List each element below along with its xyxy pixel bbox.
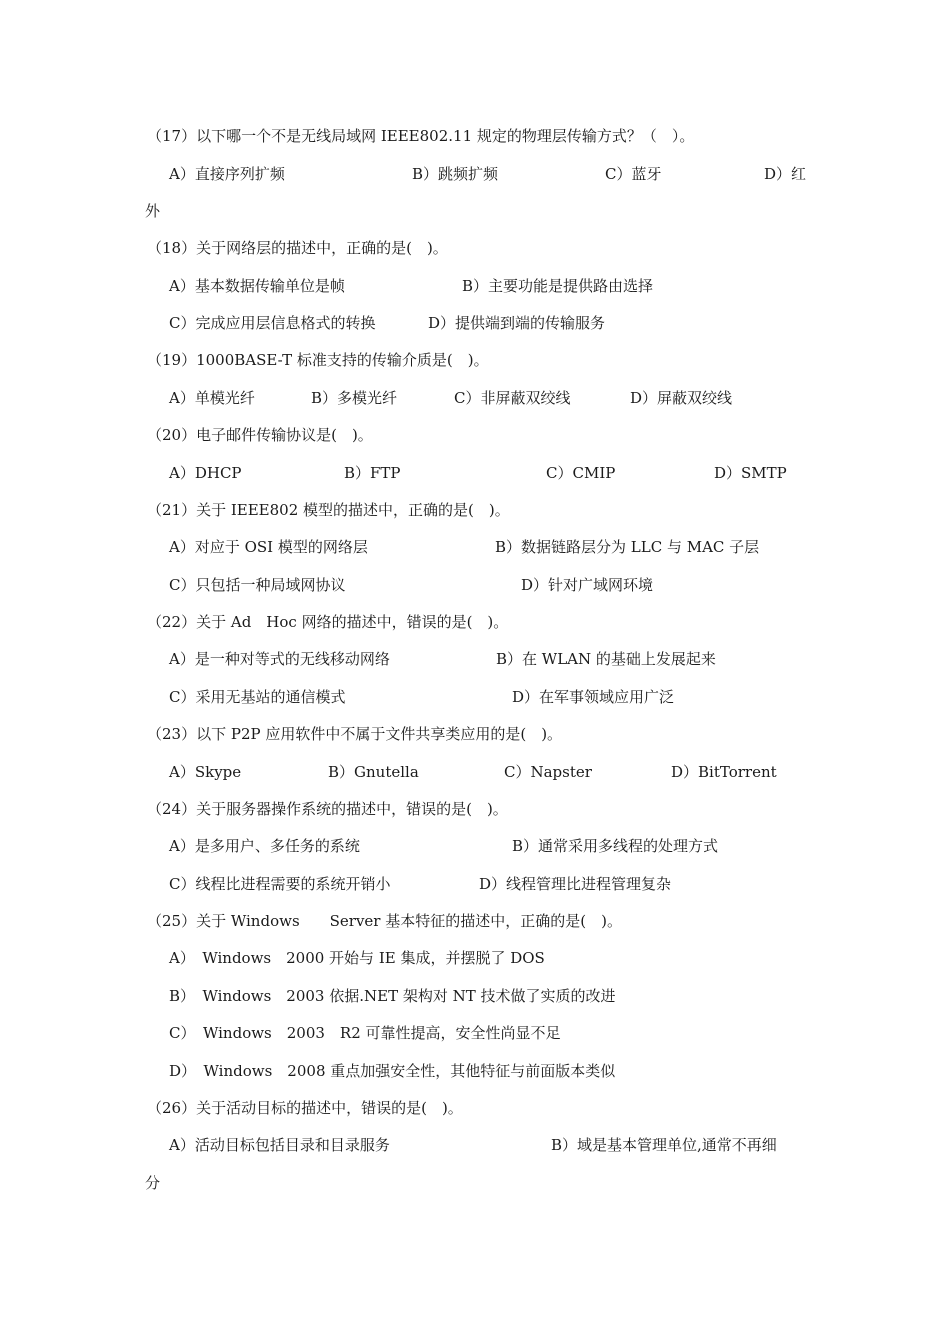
question-20-option-b: B）FTP bbox=[344, 464, 401, 482]
question-17-option-c: C）蓝牙 bbox=[605, 165, 662, 183]
question-22-option-c: C）采用无基站的通信模式 bbox=[169, 688, 346, 706]
question-23-option-b: B）Gnutella bbox=[328, 763, 419, 781]
question-25-stem: （25）关于 Windows Server 基本特征的描述中，正确的是( )。 bbox=[147, 912, 622, 930]
question-26-option-a: A）活动目标包括目录和目录服务 bbox=[169, 1136, 390, 1154]
question-25-option-c: C） Windows 2003 R2 可靠性提高，安全性尚显不足 bbox=[169, 1024, 561, 1042]
question-26-stem: （26）关于活动目标的描述中，错误的是( )。 bbox=[147, 1099, 463, 1117]
question-21-option-a: A）对应于 OSI 模型的网络层 bbox=[169, 538, 368, 556]
question-25-option-a: A） Windows 2000 开始与 IE 集成，并摆脱了 DOS bbox=[169, 949, 545, 967]
question-18-option-d: D）提供端到端的传输服务 bbox=[428, 314, 606, 332]
question-21-stem: （21）关于 IEEE802 模型的描述中，正确的是( )。 bbox=[147, 501, 510, 519]
question-20-option-d: D）SMTP bbox=[714, 464, 787, 482]
question-23-option-a: A）Skype bbox=[169, 763, 242, 781]
question-17-option-a: A）直接序列扩频 bbox=[169, 165, 285, 183]
question-17-option-b: B）跳频扩频 bbox=[412, 165, 499, 183]
question-26-option-b: B）域是基本管理单位,通常不再细 bbox=[551, 1136, 777, 1154]
question-25-option-b: B） Windows 2003 依据.NET 架构对 NT 技术做了实质的改进 bbox=[169, 987, 616, 1005]
question-23-stem: （23）以下 P2P 应用软件中不属于文件共享类应用的是( )。 bbox=[147, 725, 563, 743]
question-18-option-c: C）完成应用层信息格式的转换 bbox=[169, 314, 376, 332]
question-22-option-a: A）是一种对等式的无线移动网络 bbox=[169, 650, 390, 668]
question-17-stem: （17）以下哪一个不是无线局域网 IEEE802.11 规定的物理层传输方式？（ ）。 bbox=[147, 127, 695, 145]
question-22-option-d: D）在军事领域应用广泛 bbox=[512, 688, 675, 706]
question-24-option-b: B）通常采用多线程的处理方式 bbox=[512, 837, 719, 855]
question-25-option-d: D） Windows 2008 重点加强安全性，其他特征与前面版本类似 bbox=[169, 1062, 616, 1080]
question-20-stem: （20）电子邮件传输协议是( )。 bbox=[147, 426, 373, 444]
question-21-option-c: C）只包括一种局域网协议 bbox=[169, 576, 346, 594]
question-21-option-d: D）针对广域网环境 bbox=[521, 576, 654, 594]
question-19-option-c: C）非屏蔽双绞线 bbox=[454, 389, 571, 407]
question-19-stem: （19）1000BASE-T 标准支持的传输介质是( )。 bbox=[147, 351, 489, 369]
question-20-option-a: A）DHCP bbox=[169, 464, 242, 482]
question-22-stem: （22）关于 Ad Hoc 网络的描述中，错误的是( )。 bbox=[147, 613, 509, 631]
question-26-continuation: 分 bbox=[145, 1174, 161, 1192]
question-17-continuation: 外 bbox=[145, 202, 161, 220]
question-19-option-d: D）屏蔽双绞线 bbox=[630, 389, 733, 407]
question-23-option-c: C）Napster bbox=[504, 763, 592, 781]
question-22-option-b: B）在 WLAN 的基础上发展起来 bbox=[496, 650, 716, 668]
question-24-stem: （24）关于服务器操作系统的描述中，错误的是( )。 bbox=[147, 800, 508, 818]
question-18-option-a: A）基本数据传输单位是帧 bbox=[169, 277, 345, 295]
question-18-stem: （18）关于网络层的描述中，正确的是( )。 bbox=[147, 239, 448, 257]
question-24-option-c: C）线程比进程需要的系统开销小 bbox=[169, 875, 391, 893]
question-24-option-a: A）是多用户、多任务的系统 bbox=[169, 837, 360, 855]
question-17-option-d: D）红 bbox=[764, 165, 807, 183]
question-20-option-c: C）CMIP bbox=[546, 464, 616, 482]
question-23-option-d: D）BitTorrent bbox=[671, 763, 777, 781]
question-19-option-b: B）多模光纤 bbox=[311, 389, 398, 407]
question-18-option-b: B）主要功能是提供路由选择 bbox=[462, 277, 654, 295]
question-24-option-d: D）线程管理比进程管理复杂 bbox=[479, 875, 672, 893]
question-19-option-a: A）单模光纤 bbox=[169, 389, 255, 407]
question-21-option-b: B）数据链路层分为 LLC 与 MAC 子层 bbox=[495, 538, 760, 556]
